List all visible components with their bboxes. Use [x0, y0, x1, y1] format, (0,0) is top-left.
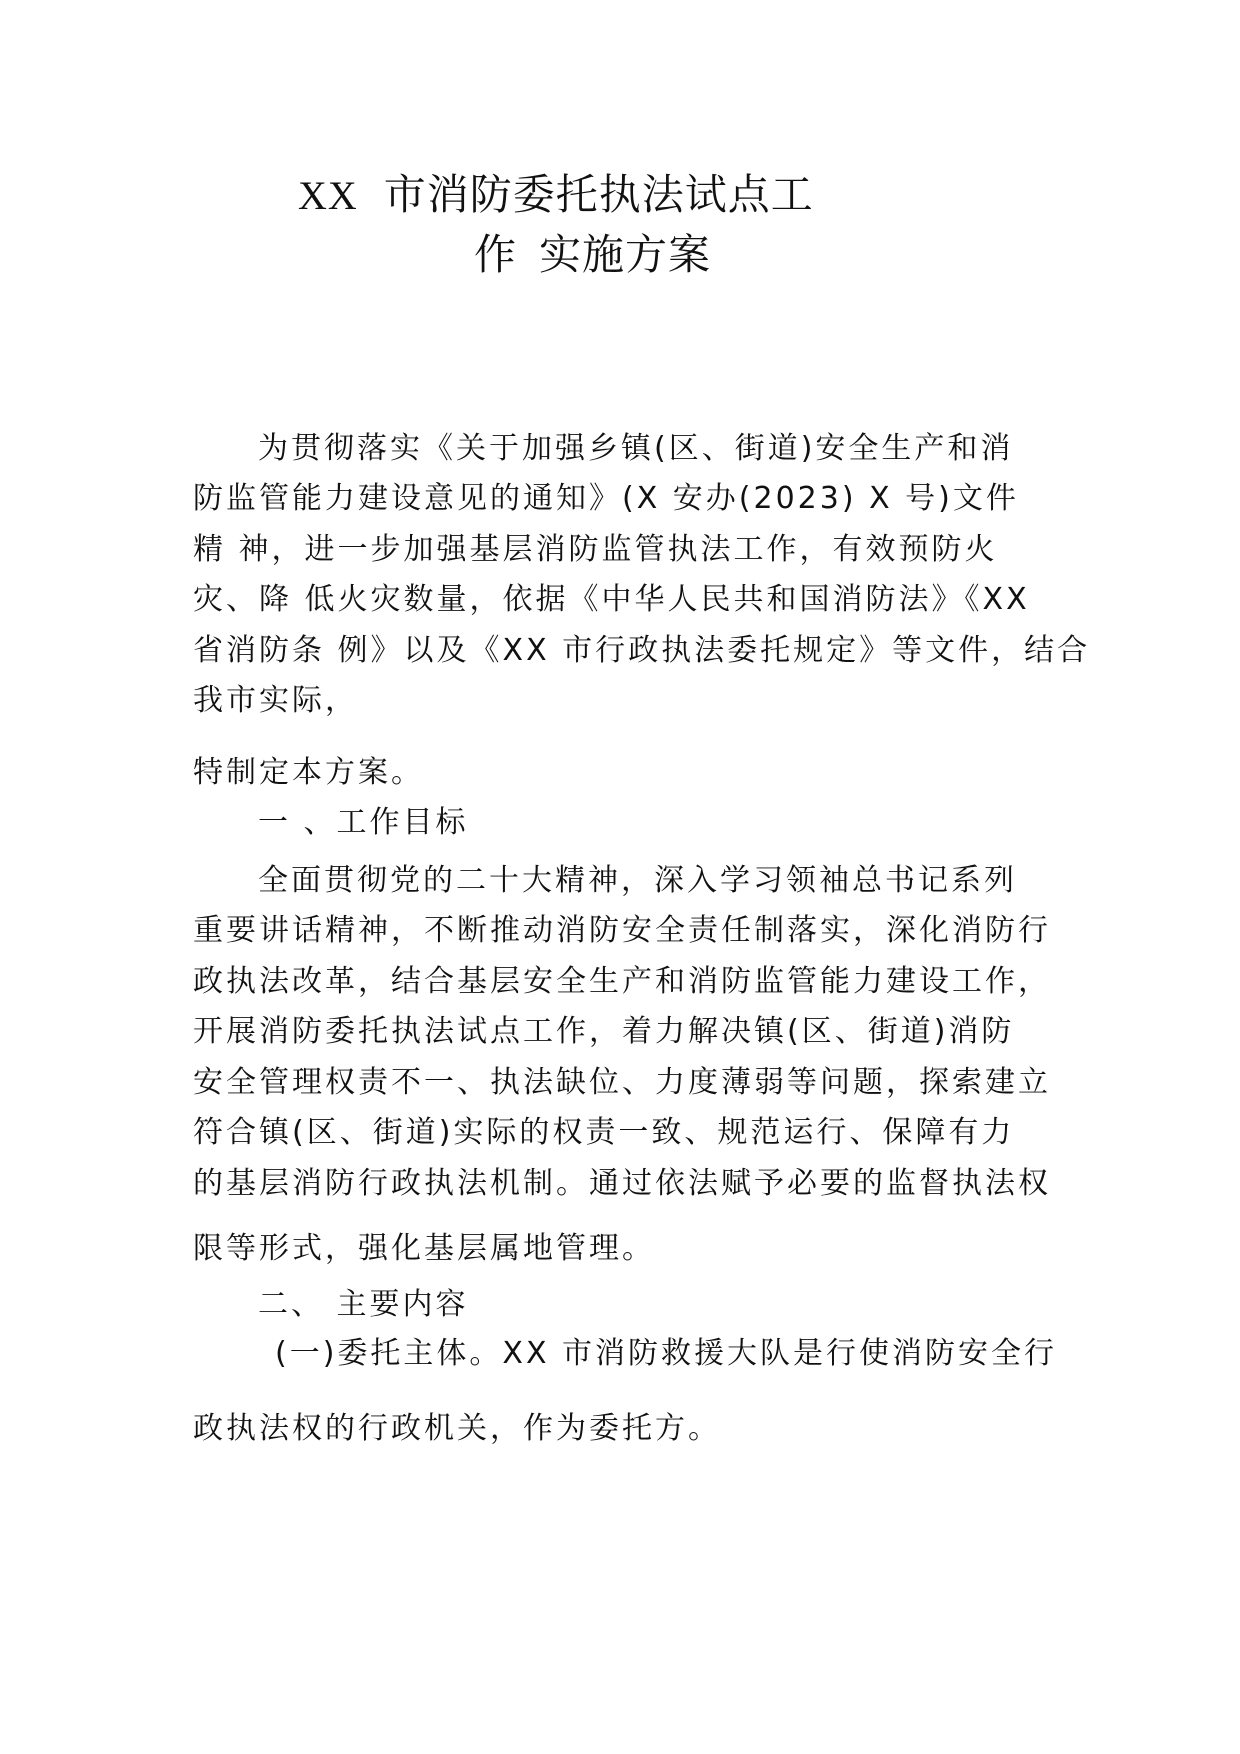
- document-title-line-2: [474, 222, 711, 282]
- paragraph-line: 安全管理权责不一、执法缺位、力度薄弱等问题，探索建立: [193, 1065, 1051, 1100]
- paragraph-line: 我市实际，: [193, 683, 358, 718]
- title-text-2b: 实施方案: [539, 230, 712, 279]
- document-title-line-1: [298, 162, 814, 222]
- paragraph-line: 符合镇(区、街道)实际的权责一致、规范运行、保障有力: [193, 1115, 1015, 1150]
- paragraph-line: 省消防条 例》以及《XX 市行政执法委托规定》等文件，结合: [193, 633, 1091, 668]
- paragraph-line: 政执法改革，结合基层安全生产和消防监管能力建设工作，: [193, 964, 1051, 999]
- paragraph-line: 全面贯彻党的二十大精神，深入学习领袖总书记系列: [258, 863, 1017, 898]
- title-prefix: XX: [298, 173, 358, 218]
- paragraph-line: 为贯彻落实《关于加强乡镇(区、街道)安全生产和消: [258, 431, 1014, 466]
- title-text-2a: 作: [474, 230, 518, 279]
- paragraph-line: 重要讲话精神，不断推动消防安全责任制落实，深化消防行: [193, 913, 1051, 948]
- section-heading-1: 一 、工作目标: [258, 805, 469, 840]
- paragraph-line: 灾、降 低火灾数量，依据《中华人民共和国消防法》《XX: [193, 582, 1030, 617]
- paragraph-line: 特制定本方案。: [193, 755, 424, 790]
- section-heading-2: 二、 主要内容: [258, 1287, 469, 1322]
- paragraph-line: 开展消防委托执法试点工作，着力解决镇(区、街道)消防: [193, 1014, 1015, 1049]
- paragraph-line: 防监管能力建设意见的通知》(X 安办(2023) X 号)文件: [193, 481, 1019, 516]
- paragraph-line: 政执法权的行政机关，作为委托方。: [193, 1411, 721, 1446]
- paragraph-line: 限等形式，强化基层属地管理。: [193, 1231, 655, 1266]
- title-text-1: 市消防委托执法试点工: [383, 170, 814, 219]
- paragraph-line: 精 神，进一步加强基层消防监管执法工作，有效预防火: [193, 532, 998, 567]
- paragraph-line: (一)委托主体。XX 市消防救援大队是行使消防安全行: [275, 1336, 1058, 1371]
- paragraph-line: 的基层消防行政执法机制。通过依法赋予必要的监督执法权: [193, 1166, 1051, 1201]
